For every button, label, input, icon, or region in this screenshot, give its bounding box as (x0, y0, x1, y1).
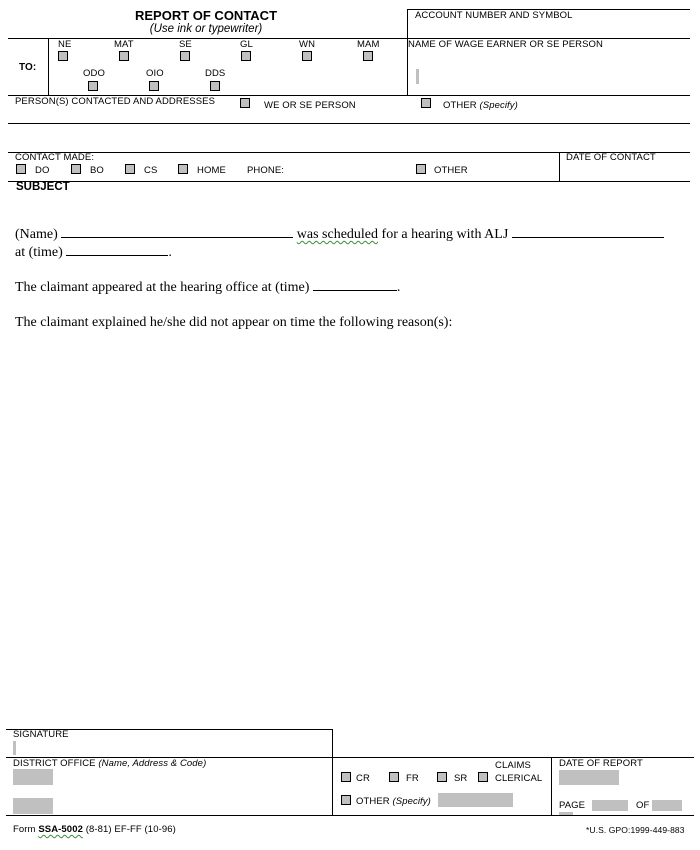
appeared-text: The claimant appeared at the hearing office at (time) (15, 280, 310, 295)
period: . (396, 280, 401, 295)
date-of-report-field[interactable] (559, 770, 619, 785)
date-of-report-label: DATE OF REPORT (559, 758, 643, 769)
subject-line-1 (15, 226, 664, 243)
name-prefix: (Name) (15, 227, 58, 242)
contact-cs-checkbox[interactable] (125, 164, 135, 174)
date-of-contact-label: DATE OF CONTACT (566, 152, 656, 163)
wage-earner-label: NAME OF WAGE EARNER OR SE PERSON (408, 39, 603, 50)
persons-contacted-field[interactable] (9, 124, 689, 151)
contact-do-label: DO (35, 165, 50, 176)
name-blank[interactable] (61, 226, 293, 238)
subject-line-4: The claimant explained he/she did not appear on time the following reason(s): (15, 315, 453, 330)
date-of-contact-field[interactable] (561, 164, 689, 180)
contact-do-checkbox[interactable] (16, 164, 26, 174)
to-option-dds-label: DDS (205, 68, 226, 79)
form-title: REPORT OF CONTACT (134, 8, 278, 23)
contact-other-checkbox[interactable] (416, 164, 426, 174)
to-label: TO: (19, 62, 37, 73)
to-option-oio-checkbox[interactable] (149, 81, 159, 91)
alj-blank[interactable] (512, 226, 664, 238)
to-option-gl-checkbox[interactable] (241, 51, 251, 61)
divider (551, 757, 552, 815)
page-total-field[interactable] (652, 800, 682, 811)
page-number-field[interactable] (592, 800, 628, 811)
of-label: OF (636, 800, 650, 811)
form-number-code: SSA-5002 (38, 824, 83, 835)
divider (8, 181, 690, 182)
to-option-wn-checkbox[interactable] (302, 51, 312, 61)
fr-checkbox[interactable] (389, 772, 399, 782)
footer-other-label (356, 796, 431, 807)
divider (407, 9, 408, 95)
footer-other-specify: (Specify) (392, 796, 431, 807)
contact-home-checkbox[interactable] (178, 164, 188, 174)
to-option-gl-label: GL (240, 39, 253, 50)
divider (332, 729, 333, 815)
page-label: PAGE (559, 800, 586, 811)
to-option-odo-label: ODO (83, 68, 105, 79)
sr-checkbox[interactable] (437, 772, 447, 782)
persons-other-checkbox[interactable] (421, 98, 431, 108)
to-option-wn-label: WN (299, 39, 316, 50)
district-office-italic: (Name, Address & Code) (98, 758, 207, 769)
form-subtitle: (Use ink or typewriter) (149, 23, 263, 35)
subject-label: SUBJECT (16, 181, 70, 193)
appeared-time-blank[interactable] (313, 279, 397, 291)
divider (6, 815, 694, 816)
form-prefix: Form (13, 824, 36, 835)
subject-line-2 (15, 244, 172, 261)
footer-other-checkbox[interactable] (341, 795, 351, 805)
form-number (13, 824, 176, 835)
to-option-mam-label: MAM (357, 39, 380, 50)
contact-phone-label: PHONE: (247, 165, 285, 176)
persons-other-specify: (Specify) (479, 100, 518, 111)
to-option-ne-label: NE (58, 39, 72, 50)
to-option-se-label: SE (179, 39, 192, 50)
subject-line-3 (15, 279, 400, 296)
we-or-se-person-checkbox[interactable] (240, 98, 250, 108)
scheduled-text: was scheduled (296, 227, 379, 242)
gpo-note: *U.S. GPO:1999-449-883 (586, 825, 685, 835)
persons-other-text: OTHER (443, 100, 477, 111)
district-office-field-2[interactable] (13, 798, 53, 814)
at-time-text: at (time) (15, 245, 63, 260)
signature-label: SIGNATURE (13, 729, 69, 740)
to-option-se-checkbox[interactable] (180, 51, 190, 61)
contact-home-label: HOME (197, 165, 226, 176)
contact-cs-label: CS (144, 165, 158, 176)
to-option-mat-checkbox[interactable] (119, 51, 129, 61)
period: . (168, 245, 172, 260)
to-option-oio-label: OIO (146, 68, 164, 79)
account-number-label: ACCOUNT NUMBER AND SYMBOL (415, 10, 573, 21)
contact-other-label: OTHER (434, 165, 468, 176)
to-option-mat-label: MAT (114, 39, 134, 50)
to-option-dds-checkbox[interactable] (210, 81, 220, 91)
to-option-ne-checkbox[interactable] (58, 51, 68, 61)
district-office-text: DISTRICT OFFICE (13, 758, 96, 769)
sr-label: SR (454, 773, 468, 784)
clerical-label: CLERICAL (495, 773, 543, 784)
district-office-label (13, 758, 206, 769)
wage-earner-field[interactable] (416, 69, 419, 84)
district-office-field-1[interactable] (13, 769, 53, 785)
reasons-field[interactable] (15, 340, 685, 720)
to-option-odo-checkbox[interactable] (88, 81, 98, 91)
contact-bo-label: BO (90, 165, 104, 176)
divider (559, 152, 560, 182)
we-or-se-person-label: WE OR SE PERSON (264, 100, 356, 111)
footer-other-text: OTHER (356, 796, 390, 807)
form-suffix: (8-81) EF-FF (10-96) (85, 824, 176, 835)
signature-field[interactable] (13, 741, 16, 755)
contact-bo-checkbox[interactable] (71, 164, 81, 174)
footer-other-field[interactable] (438, 793, 513, 807)
time-blank[interactable] (66, 244, 168, 256)
contact-made-label: CONTACT MADE: (15, 152, 95, 163)
claims-label: CLAIMS (495, 760, 531, 771)
account-number-field[interactable] (409, 22, 689, 37)
hearing-alj-text: for a hearing with ALJ (381, 227, 509, 242)
cr-checkbox[interactable] (341, 772, 351, 782)
persons-other-label (443, 100, 518, 111)
to-option-mam-checkbox[interactable] (363, 51, 373, 61)
divider (48, 38, 49, 95)
claims-clerical-checkbox[interactable] (478, 772, 488, 782)
fr-label: FR (406, 773, 419, 784)
cr-label: CR (356, 773, 370, 784)
persons-contacted-label: PERSON(S) CONTACTED AND ADDRESSES (15, 96, 216, 107)
